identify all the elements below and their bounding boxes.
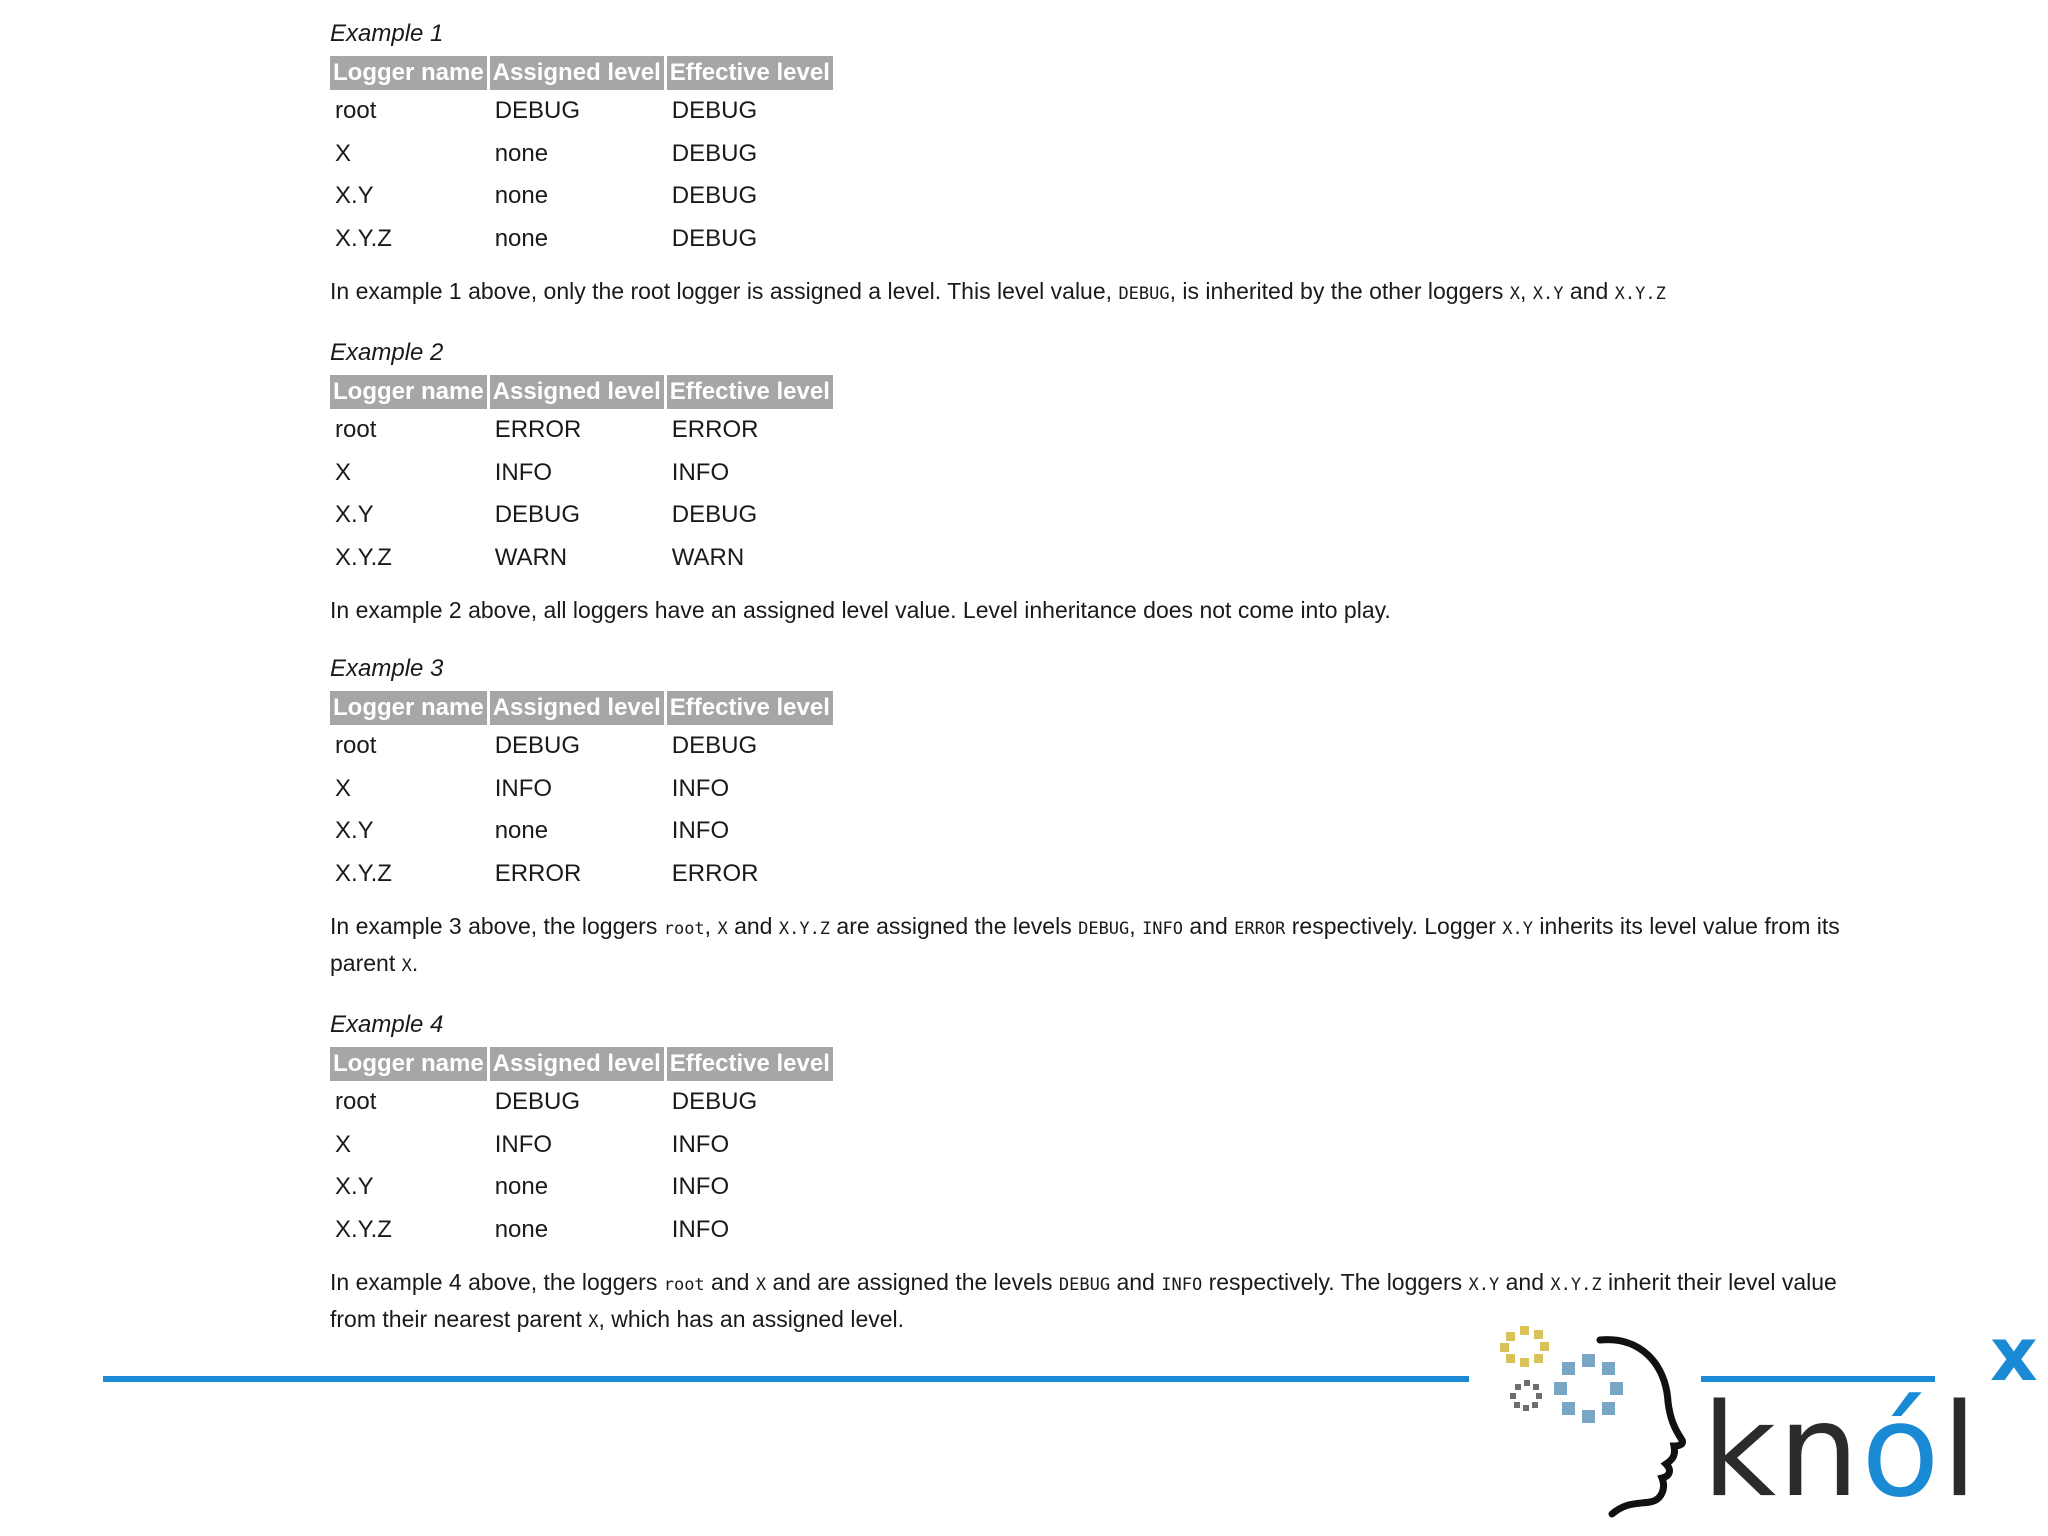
header-logger-name: Logger name [330, 56, 487, 90]
example-description [330, 274, 1870, 311]
header-assigned-level: Assigned level [490, 691, 664, 725]
table-row [330, 452, 833, 495]
desc-code: DEBUG [1118, 284, 1170, 304]
cell-logger-name: X [335, 1130, 352, 1158]
cell-effective-level: INFO [671, 458, 730, 486]
desc-code: X.Y [1532, 284, 1564, 304]
desc-text: and [727, 913, 779, 939]
logo-accent-letter: ó [1861, 1377, 1942, 1526]
table-row [330, 1209, 833, 1252]
cell-assigned-level: none [494, 1215, 549, 1243]
cell-effective-level: WARN [671, 543, 745, 571]
cell-logger-name: X.Y.Z [335, 1215, 392, 1243]
cell-effective-level: DEBUG [671, 224, 758, 252]
cell-logger-name: X.Y [335, 501, 374, 529]
cell-assigned-level: none [494, 1173, 549, 1201]
desc-text: and [1183, 913, 1235, 939]
cell-assigned-level: DEBUG [494, 732, 581, 760]
desc-code: X.Y [1468, 1275, 1500, 1295]
example-4 [330, 1009, 1870, 1339]
table-row [330, 1081, 833, 1124]
cell-assigned-level: ERROR [494, 859, 582, 887]
cell-effective-level: DEBUG [671, 1088, 758, 1116]
header-effective-level: Effective level [667, 56, 833, 90]
table-row [330, 494, 833, 537]
cell-assigned-level: INFO [494, 774, 553, 802]
cell-logger-name: X.Y.Z [335, 543, 392, 571]
desc-code: X [1509, 284, 1520, 304]
desc-code: X [401, 956, 412, 976]
logger-level-table [327, 375, 836, 579]
desc-code: X.Y.Z [1614, 284, 1666, 304]
desc-text: respectively. Logger [1285, 913, 1503, 939]
logo-wordmark [1702, 1377, 1980, 1526]
desc-code: X.Y.Z [778, 919, 831, 939]
cell-logger-name: root [335, 1088, 377, 1116]
cell-logger-name: X.Y [335, 1173, 374, 1201]
logo-text-tail: l [1941, 1377, 1980, 1526]
desc-text: , is inherited by the other loggers [1169, 278, 1510, 304]
table-row [330, 1124, 833, 1167]
example-title: Example 4 [330, 1011, 444, 1038]
cell-assigned-level: DEBUG [494, 1088, 581, 1116]
cell-effective-level: ERROR [671, 416, 759, 444]
example-1 [330, 18, 1870, 311]
cell-logger-name: root [335, 732, 377, 760]
desc-text: and [1563, 278, 1615, 304]
example-3 [330, 653, 1870, 983]
table-row [330, 218, 833, 261]
cell-effective-level: INFO [671, 1130, 730, 1158]
desc-text: are assigned the levels [830, 913, 1079, 939]
desc-text: . [411, 950, 419, 976]
header-logger-name: Logger name [330, 375, 487, 409]
cell-logger-name: root [335, 97, 377, 125]
desc-text: , [1129, 913, 1143, 939]
cell-assigned-level: ERROR [494, 416, 582, 444]
desc-code: ERROR [1234, 919, 1286, 939]
cell-logger-name: X.Y [335, 182, 374, 210]
desc-text: In example 1 above, only the root logger is assigned a level. This level value, [330, 278, 1119, 304]
desc-code: DEBUG [1078, 919, 1130, 939]
header-assigned-level: Assigned level [490, 1047, 664, 1081]
table-row [330, 810, 833, 853]
cell-assigned-level: INFO [494, 458, 553, 486]
table-row [330, 90, 833, 133]
header-effective-level: Effective level [667, 691, 833, 725]
table-row [330, 1166, 833, 1209]
desc-text: inherit their level value from their nearest parent [330, 1269, 1837, 1332]
document-content [330, 18, 1870, 1339]
desc-text: In example 3 above, the loggers [330, 913, 664, 939]
desc-text: respectively. The loggers [1202, 1269, 1469, 1295]
example-description [330, 593, 1870, 627]
cell-logger-name: X.Y [335, 817, 374, 845]
desc-code: DEBUG [1058, 1275, 1111, 1295]
table-header-row [330, 375, 833, 409]
cell-effective-level: DEBUG [671, 182, 758, 210]
desc-text: and [1499, 1269, 1551, 1295]
example-title: Example 2 [330, 339, 444, 366]
cell-assigned-level: none [494, 817, 549, 845]
header-effective-level: Effective level [667, 1047, 833, 1081]
table-header-row [330, 691, 833, 725]
cell-effective-level: DEBUG [671, 97, 758, 125]
header-logger-name: Logger name [330, 1047, 487, 1081]
cell-effective-level: INFO [671, 1215, 730, 1243]
desc-text: , which has an assigned level. [598, 1306, 905, 1332]
header-effective-level: Effective level [667, 375, 833, 409]
cell-assigned-level: none [494, 139, 549, 167]
logo-text: kn [1702, 1377, 1862, 1526]
desc-code: X [755, 1275, 767, 1295]
cell-logger-name: X.Y.Z [335, 224, 392, 252]
table-row [330, 175, 833, 218]
cell-logger-name: X.Y.Z [335, 859, 392, 887]
example-title: Example 1 [330, 20, 444, 47]
desc-text: , [704, 913, 718, 939]
desc-code: X.Y [1502, 919, 1533, 939]
header-logger-name: Logger name [330, 691, 487, 725]
desc-text: inherits its level value from its parent [330, 913, 1840, 976]
cell-assigned-level: DEBUG [494, 97, 581, 125]
knolx-logo [1490, 1312, 2038, 1532]
desc-text: In example 2 above, all loggers have an assigned level value. Level inheritance does not come into play. [330, 597, 1391, 623]
desc-code: X [717, 919, 728, 939]
cell-effective-level: DEBUG [671, 139, 758, 167]
logger-level-table [327, 691, 836, 895]
desc-text: , [1519, 278, 1533, 304]
cell-effective-level: ERROR [671, 859, 759, 887]
cell-assigned-level: INFO [494, 1130, 553, 1158]
desc-code: root [663, 919, 705, 939]
cell-assigned-level: none [494, 182, 549, 210]
cell-assigned-level: WARN [494, 543, 568, 571]
desc-code: X [588, 1312, 599, 1332]
logo-superscript-x: x [1990, 1312, 2038, 1398]
header-assigned-level: Assigned level [490, 56, 664, 90]
table-row [330, 537, 833, 580]
cell-assigned-level: none [494, 224, 549, 252]
table-row [330, 133, 833, 176]
desc-code: root [663, 1275, 705, 1295]
desc-code: INFO [1161, 1275, 1203, 1295]
table-header-row [330, 1047, 833, 1081]
cell-effective-level: DEBUG [671, 732, 758, 760]
cell-effective-level: DEBUG [671, 501, 758, 529]
cell-logger-name: X [335, 458, 352, 486]
head-gears-icon [1490, 1318, 1700, 1532]
example-2 [330, 337, 1870, 627]
table-row [330, 409, 833, 452]
table-row [330, 725, 833, 768]
table-row [330, 853, 833, 896]
cell-effective-level: INFO [671, 817, 730, 845]
desc-text: and [1110, 1269, 1162, 1295]
header-assigned-level: Assigned level [490, 375, 664, 409]
desc-text: and [704, 1269, 756, 1295]
logger-level-table [327, 56, 836, 260]
cell-logger-name: root [335, 416, 377, 444]
logger-level-table [327, 1047, 836, 1251]
cell-logger-name: X [335, 774, 352, 802]
cell-effective-level: INFO [671, 1173, 730, 1201]
example-description [330, 909, 1870, 983]
desc-text: In example 4 above, the loggers [330, 1269, 664, 1295]
desc-text: and are assigned the levels [766, 1269, 1059, 1295]
table-header-row [330, 56, 833, 90]
cell-effective-level: INFO [671, 774, 730, 802]
example-title: Example 3 [330, 655, 444, 682]
table-row [330, 768, 833, 811]
desc-code: INFO [1142, 919, 1184, 939]
cell-logger-name: X [335, 139, 352, 167]
desc-code: X.Y.Z [1550, 1275, 1602, 1295]
cell-assigned-level: DEBUG [494, 501, 581, 529]
footer-rule-left [103, 1376, 1469, 1382]
